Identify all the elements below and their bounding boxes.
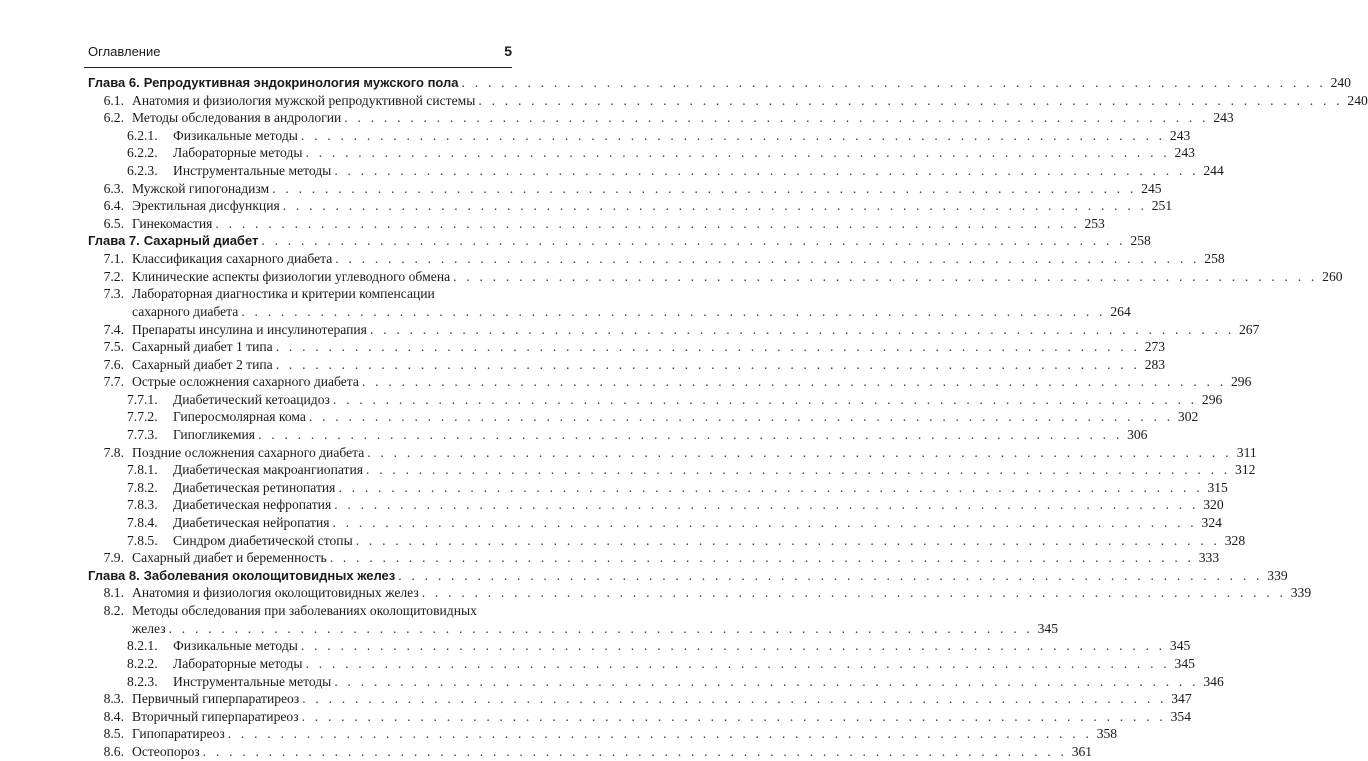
- section-page: 245: [1141, 180, 1162, 196]
- subsection-title: Диабетический кетоацидоз: [173, 391, 330, 407]
- subsection-number: 8.2.3.: [127, 673, 158, 689]
- chapter-number: Глава 8.: [88, 567, 140, 583]
- section-title: Клинические аспекты физиологии углеводного обмена: [132, 268, 451, 284]
- section-page: 354: [1170, 708, 1191, 724]
- subsection-title: Диабетическая нефропатия: [173, 497, 332, 513]
- chapter-title: Сахарный диабет: [143, 233, 259, 249]
- subsection-page: 328: [1224, 532, 1246, 548]
- section-page: 339: [1290, 585, 1312, 601]
- toc-subsection-entry: [88, 426, 1148, 444]
- subsection-title: Физикальные методы: [173, 638, 298, 654]
- dot-leader: . . . . . . . . . . . . . . . . . . . . . . . . . . . . . . . . . . . . . . . . . . . . . . . . . . . . . . . . . . . . . . . . . .: [300, 127, 1166, 143]
- toc-subsection-entry: [88, 673, 1224, 691]
- toc-subsection-entry: [88, 532, 1246, 550]
- toc-subsection-entry: [88, 637, 1191, 655]
- section-title: Гинекомастия: [132, 215, 213, 231]
- section-number: 8.3.: [103, 691, 124, 707]
- subsection-number: 8.2.1.: [127, 638, 158, 654]
- toc-section-entry: [88, 109, 1234, 127]
- subsection-title: Гиперосмолярная кома: [173, 409, 306, 425]
- subsection-page: 324: [1201, 515, 1222, 531]
- section-page: 251: [1151, 198, 1173, 214]
- section-page: 258: [1204, 250, 1225, 266]
- chapter-page: 258: [1130, 233, 1151, 249]
- dot-leader: . . . . . . . . . . . . . . . . . . . . . . . . . . . . . . . . . . . . . . . . . . . . . . . . . . . . . . . . . . . . . . . . . .: [300, 638, 1166, 654]
- subsection-page: 315: [1207, 479, 1228, 495]
- section-number: 7.7.: [103, 374, 124, 390]
- subsection-number: 7.8.1.: [127, 462, 158, 478]
- running-header-title: Оглавление: [88, 44, 161, 59]
- section-title-wrap: [132, 602, 1059, 637]
- section-page: 347: [1171, 691, 1192, 707]
- subsection-page: 243: [1169, 127, 1191, 143]
- subsection-page: 345: [1169, 638, 1191, 654]
- toc-subsection-entry: [88, 408, 1199, 426]
- section-page: 296: [1230, 374, 1252, 390]
- toc-chapter-entry: [88, 567, 1288, 585]
- subsection-number: 7.7.1.: [127, 391, 158, 407]
- section-title: Препараты инсулина и инсулинотерапия: [132, 321, 367, 337]
- section-number: 7.8.: [103, 444, 124, 460]
- section-title-line2-row: [132, 303, 1131, 321]
- section-page: 333: [1198, 550, 1220, 566]
- page-number: 5: [504, 43, 512, 59]
- dot-leader: . . . . . . . . . . . . . . . . . . . . . . . . . . . . . . . . . . . . . . . . . . . . . . . . . . . . . . . . . . . . . . . . . .: [338, 479, 1203, 495]
- dot-leader: . . . . . . . . . . . . . . . . . . . . . . . . . . . . . . . . . . . . . . . . . . . . . . . . . . . . . . . . . . . . . . . . . .: [241, 303, 1106, 319]
- section-title: Сахарный диабет 2 типа: [132, 356, 273, 372]
- dot-leader: . . . . . . . . . . . . . . . . . . . . . . . . . . . . . . . . . . . . . . . . . . . . . . . . . . . . . . . . . . . . . . . . . .: [168, 620, 1034, 636]
- section-number: 8.1.: [103, 585, 124, 601]
- section-title: Анатомия и физиология мужской репродуктивной системы: [132, 92, 476, 108]
- toc-section-entry: [88, 743, 1093, 761]
- dot-leader: . . . . . . . . . . . . . . . . . . . . . . . . . . . . . . . . . . . . . . . . . . . . . . . . . . . . . . . . . . . . . . . . . .: [302, 691, 1167, 707]
- dot-leader: . . . . . . . . . . . . . . . . . . . . . . . . . . . . . . . . . . . . . . . . . . . . . . . . . . . . . . . . . . . . . . . . . .: [215, 215, 1080, 231]
- dot-leader: . . . . . . . . . . . . . . . . . . . . . . . . . . . . . . . . . . . . . . . . . . . . . . . . . . . . . . . . . . . . . . . . . .: [355, 532, 1221, 548]
- section-page: 358: [1096, 726, 1118, 742]
- section-title: Поздние осложнения сахарного диабета: [132, 444, 365, 460]
- dot-leader: . . . . . . . . . . . . . . . . . . . . . . . . . . . . . . . . . . . . . . . . . . . . . . . . . . . . . . . . . . . . . . . . . .: [202, 743, 1068, 759]
- subsection-number: 7.8.2.: [127, 479, 158, 495]
- toc-section-entry: [88, 725, 1118, 743]
- section-title-line2: сахарного диабета: [132, 303, 239, 319]
- section-number: 7.2.: [103, 268, 124, 284]
- subsection-title: Гипогликемия: [173, 427, 256, 443]
- section-number: 8.6.: [103, 743, 124, 759]
- dot-leader: . . . . . . . . . . . . . . . . . . . . . . . . . . . . . . . . . . . . . . . . . . . . . . . . . . . . . . . . . . . . . . . . . .: [461, 75, 1326, 90]
- section-title: Классификация сахарного диабета: [132, 250, 333, 266]
- subsection-page: 302: [1177, 409, 1199, 425]
- section-number: 8.5.: [103, 726, 124, 742]
- section-number: 7.6.: [103, 356, 124, 372]
- subsection-number: 7.8.3.: [127, 497, 158, 513]
- toc-section-entry: [88, 602, 1059, 637]
- subsection-title: Инструментальные методы: [173, 162, 332, 178]
- dot-leader: . . . . . . . . . . . . . . . . . . . . . . . . . . . . . . . . . . . . . . . . . . . . . . . . . . . . . . . . . . . . . . . . . .: [308, 409, 1174, 425]
- subsection-page: 345: [1174, 656, 1195, 671]
- toc-section-entry: [88, 180, 1162, 198]
- section-title: Мужской гипогонадизм: [132, 180, 270, 196]
- subsection-number: 7.8.5.: [127, 532, 158, 548]
- section-number: 6.1.: [103, 92, 124, 108]
- subsection-number: 6.2.1.: [127, 127, 158, 143]
- dot-leader: . . . . . . . . . . . . . . . . . . . . . . . . . . . . . . . . . . . . . . . . . . . . . . . . . . . . . . . . . . . . . . . . . .: [369, 321, 1235, 337]
- section-number: 8.2.: [103, 603, 124, 619]
- toc-section-entry: [88, 356, 1166, 374]
- dot-leader: . . . . . . . . . . . . . . . . . . . . . . . . . . . . . . . . . . . . . . . . . . . . . . . . . . . . . . . . . . . . . . . . . .: [301, 708, 1166, 724]
- toc-section-entry: [88, 250, 1225, 268]
- dot-leader: . . . . . . . . . . . . . . . . . . . . . . . . . . . . . . . . . . . . . . . . . . . . . . . . . . . . . . . . . . . . . . . . . .: [305, 656, 1170, 671]
- section-number: 7.5.: [103, 339, 124, 355]
- dot-leader: . . . . . . . . . . . . . . . . . . . . . . . . . . . . . . . . . . . . . . . . . . . . . . . . . . . . . . . . . . . . . . . . . .: [305, 145, 1170, 161]
- running-header: [84, 44, 512, 66]
- dot-leader: . . . . . . . . . . . . . . . . . . . . . . . . . . . . . . . . . . . . . . . . . . . . . . . . . . . . . . . . . . . . . . . . . .: [344, 110, 1209, 126]
- section-title: Сахарный диабет и беременность: [132, 550, 327, 566]
- toc-subsection-entry: [88, 127, 1191, 145]
- header-rule: [84, 67, 512, 68]
- section-page: 243: [1213, 110, 1234, 126]
- section-title: Гипопаратиреоз: [132, 726, 225, 742]
- toc-subsection-entry: [88, 162, 1224, 180]
- section-title: Первичный гиперпаратиреоз: [132, 691, 300, 707]
- subsection-number: 7.7.3.: [127, 427, 158, 443]
- dot-leader: . . . . . . . . . . . . . . . . . . . . . . . . . . . . . . . . . . . . . . . . . . . . . . . . . . . . . . . . . . . . . . . . . .: [335, 250, 1200, 266]
- section-page: 283: [1144, 356, 1166, 372]
- chapter-number: Глава 6.: [88, 75, 140, 90]
- subsection-title: Лабораторные методы: [173, 656, 303, 671]
- subsection-page: 312: [1235, 462, 1256, 478]
- subsection-number: 6.2.2.: [127, 145, 158, 161]
- dot-leader: . . . . . . . . . . . . . . . . . . . . . . . . . . . . . . . . . . . . . . . . . . . . . . . . . . . . . . . . . . . . . . . . . .: [367, 444, 1232, 460]
- section-title: Острые осложнения сахарного диабета: [132, 374, 359, 390]
- section-title: Эректильная дисфункция: [132, 198, 280, 214]
- dot-leader: . . . . . . . . . . . . . . . . . . . . . . . . . . . . . . . . . . . . . . . . . . . . . . . . . . . . . . . . . . . . . . . . . .: [332, 391, 1198, 407]
- toc-section-entry: [88, 338, 1166, 356]
- section-number: 6.4.: [103, 198, 124, 214]
- subsection-number: 7.7.2.: [127, 409, 158, 425]
- section-page: 260: [1322, 268, 1343, 284]
- toc-subsection-entry: [88, 391, 1223, 409]
- section-title-line2-row: [132, 620, 1059, 638]
- subsection-number: 7.8.4.: [127, 515, 158, 531]
- subsection-page: 244: [1203, 162, 1224, 178]
- subsection-title: Диабетическая макроангиопатия: [173, 462, 364, 478]
- section-title-wrap: [132, 285, 1131, 320]
- toc-section-entry: [88, 444, 1257, 462]
- subsection-number: 8.2.2.: [127, 656, 158, 671]
- section-title: Анатомия и физиология околощитовидных желез: [132, 585, 419, 601]
- dot-leader: . . . . . . . . . . . . . . . . . . . . . . . . . . . . . . . . . . . . . . . . . . . . . . . . . . . . . . . . . . . . . . . . . .: [398, 567, 1263, 583]
- section-number: 7.4.: [103, 321, 124, 337]
- dot-leader: . . . . . . . . . . . . . . . . . . . . . . . . . . . . . . . . . . . . . . . . . . . . . . . . . . . . . . . . . . . . . . . . . .: [334, 162, 1199, 178]
- section-page: 361: [1071, 743, 1093, 759]
- subsection-title: Лабораторные методы: [173, 145, 303, 161]
- dot-leader: . . . . . . . . . . . . . . . . . . . . . . . . . . . . . . . . . . . . . . . . . . . . . . . . . . . . . . . . . . . . . . . . . .: [275, 339, 1141, 355]
- chapter-page: 240: [1330, 75, 1351, 90]
- subsection-page: 306: [1127, 427, 1148, 443]
- section-page: 311: [1236, 444, 1257, 460]
- dot-leader: . . . . . . . . . . . . . . . . . . . . . . . . . . . . . . . . . . . . . . . . . . . . . . . . . . . . . . . . . . . . . . . . . .: [227, 726, 1093, 742]
- toc-subsection-entry: [88, 144, 1195, 162]
- dot-leader: . . . . . . . . . . . . . . . . . . . . . . . . . . . . . . . . . . . . . . . . . . . . . . . . . . . . . . . . . . . . . . . . . .: [453, 268, 1318, 284]
- section-number: 8.4.: [103, 708, 124, 724]
- toc-section-entry: [88, 584, 1312, 602]
- section-number: 7.9.: [103, 550, 124, 566]
- toc-subsection-entry: [88, 514, 1222, 532]
- section-number: 7.1.: [103, 250, 124, 266]
- toc-subsection-entry: [88, 655, 1195, 673]
- section-page: 345: [1037, 620, 1059, 636]
- toc-chapter-entry: [88, 232, 1151, 250]
- toc-section-entry: [88, 268, 1343, 286]
- subsection-page: 346: [1203, 673, 1224, 689]
- toc-section-entry: [88, 285, 1131, 320]
- dot-leader: . . . . . . . . . . . . . . . . . . . . . . . . . . . . . . . . . . . . . . . . . . . . . . . . . . . . . . . . . . . . . . . . . .: [272, 180, 1137, 196]
- section-page: 253: [1084, 215, 1105, 231]
- section-title-line1: Методы обследования при заболеваниях околощитовидных: [132, 603, 477, 619]
- section-number: 7.3.: [103, 286, 124, 302]
- dot-leader: . . . . . . . . . . . . . . . . . . . . . . . . . . . . . . . . . . . . . . . . . . . . . . . . . . . . . . . . . . . . . . . . . .: [261, 233, 1126, 249]
- dot-leader: . . . . . . . . . . . . . . . . . . . . . . . . . . . . . . . . . . . . . . . . . . . . . . . . . . . . . . . . . . . . . . . . . .: [366, 462, 1231, 478]
- chapter-page: 339: [1267, 567, 1288, 583]
- dot-leader: . . . . . . . . . . . . . . . . . . . . . . . . . . . . . . . . . . . . . . . . . . . . . . . . . . . . . . . . . . . . . . . . . .: [334, 673, 1199, 689]
- section-title: Вторичный гиперпаратиреоз: [132, 708, 299, 724]
- dot-leader: . . . . . . . . . . . . . . . . . . . . . . . . . . . . . . . . . . . . . . . . . . . . . . . . . . . . . . . . . . . . . . . . . .: [334, 497, 1199, 513]
- dot-leader: . . . . . . . . . . . . . . . . . . . . . . . . . . . . . . . . . . . . . . . . . . . . . . . . . . . . . . . . . . . . . . . . . .: [332, 515, 1197, 531]
- dot-leader: . . . . . . . . . . . . . . . . . . . . . . . . . . . . . . . . . . . . . . . . . . . . . . . . . . . . . . . . . . . . . . . . . .: [329, 550, 1195, 566]
- section-page: 240: [1347, 92, 1368, 108]
- chapter-number: Глава 7.: [88, 233, 140, 249]
- section-number: 6.5.: [103, 215, 124, 231]
- toc-section-entry: [88, 92, 1368, 110]
- section-number: 6.2.: [103, 110, 124, 126]
- toc-section-entry: [88, 708, 1191, 726]
- subsection-page: 296: [1201, 391, 1223, 407]
- section-title: Сахарный диабет 1 типа: [132, 339, 273, 355]
- toc-subsection-entry: [88, 461, 1256, 479]
- section-page: 267: [1238, 321, 1260, 337]
- section-number: 6.3.: [103, 180, 124, 196]
- toc-section-entry: [88, 690, 1192, 708]
- subsection-title: Диабетическая ретинопатия: [173, 479, 336, 495]
- subsection-page: 243: [1174, 145, 1195, 161]
- chapter-title: Заболевания околощитовидных желез: [143, 567, 396, 583]
- dot-leader: . . . . . . . . . . . . . . . . . . . . . . . . . . . . . . . . . . . . . . . . . . . . . . . . . . . . . . . . . . . . . . . . . .: [361, 374, 1227, 390]
- chapter-title: Репродуктивная эндокринология мужского пола: [143, 75, 459, 90]
- subsection-title: Инструментальные методы: [173, 673, 332, 689]
- dot-leader: . . . . . . . . . . . . . . . . . . . . . . . . . . . . . . . . . . . . . . . . . . . . . . . . . . . . . . . . . . . . . . . . . .: [258, 427, 1123, 443]
- toc-section-entry: [88, 197, 1173, 215]
- section-title-line1: Лабораторная диагностика и критерии компенсации: [132, 286, 435, 302]
- table-of-contents: [88, 74, 1368, 761]
- toc-section-entry: [88, 373, 1252, 391]
- section-title-line2: желез: [132, 620, 166, 636]
- section-page: 264: [1110, 303, 1131, 319]
- subsection-number: 6.2.3.: [127, 162, 158, 178]
- subsection-title: Диабетическая нейропатия: [173, 515, 330, 531]
- toc-subsection-entry: [88, 496, 1224, 514]
- toc-section-entry: [88, 215, 1105, 233]
- toc-subsection-entry: [88, 479, 1228, 497]
- toc-section-entry: [88, 321, 1260, 339]
- subsection-page: 320: [1203, 497, 1224, 513]
- dot-leader: . . . . . . . . . . . . . . . . . . . . . . . . . . . . . . . . . . . . . . . . . . . . . . . . . . . . . . . . . . . . . . . . . .: [282, 198, 1148, 214]
- subsection-title: Синдром диабетической стопы: [173, 532, 353, 548]
- section-title: Методы обследования в андрологии: [132, 110, 342, 126]
- dot-leader: . . . . . . . . . . . . . . . . . . . . . . . . . . . . . . . . . . . . . . . . . . . . . . . . . . . . . . . . . . . . . . . . . .: [478, 92, 1343, 108]
- dot-leader: . . . . . . . . . . . . . . . . . . . . . . . . . . . . . . . . . . . . . . . . . . . . . . . . . . . . . . . . . . . . . . . . . .: [421, 585, 1287, 601]
- toc-section-entry: [88, 549, 1220, 567]
- subsection-title: Физикальные методы: [173, 127, 298, 143]
- section-page: 273: [1144, 339, 1166, 355]
- dot-leader: . . . . . . . . . . . . . . . . . . . . . . . . . . . . . . . . . . . . . . . . . . . . . . . . . . . . . . . . . . . . . . . . . .: [275, 356, 1141, 372]
- toc-chapter-entry: [88, 74, 1351, 92]
- section-title: Остеопороз: [132, 743, 200, 759]
